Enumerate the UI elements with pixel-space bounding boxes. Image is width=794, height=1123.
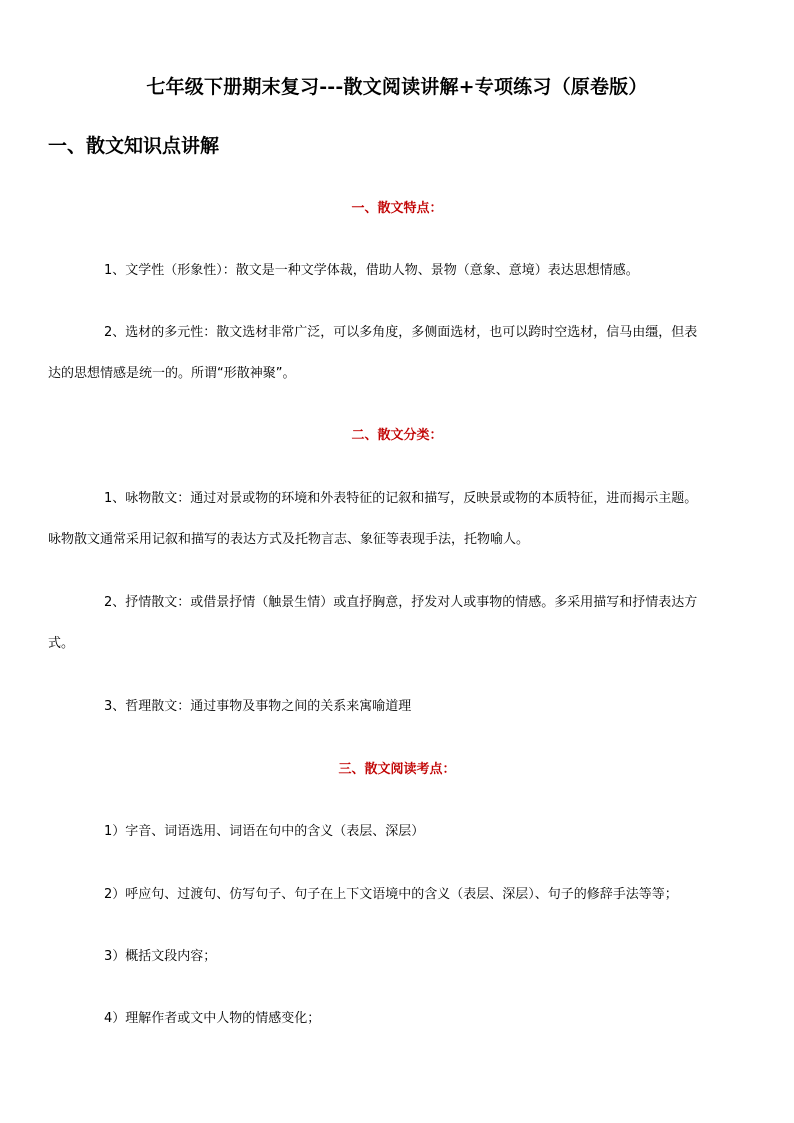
section-heading-exam-points: 三、散文阅读考点： bbox=[338, 762, 456, 777]
paragraph-line: 式。 bbox=[48, 636, 75, 651]
section-heading-features: 一、散文特点： bbox=[351, 201, 443, 216]
list-item: 2）呼应句、过渡句、仿写句子、句子在上下文语境中的含义（表层、深层）、句子的修辞手法等等； bbox=[104, 887, 678, 902]
paragraph-line: 1、咏物散文：通过对景或物的环境和外表特征的记叙和描写，反映景或物的本质特征，进而揭示主题。 bbox=[104, 491, 698, 506]
paragraph-line: 1、文学性（形象性）：散文是一种文学体裁，借助人物、景物（意象、意境）表达思想情感。 bbox=[104, 263, 639, 278]
list-item: 4）理解作者或文中人物的情感变化； bbox=[104, 1011, 321, 1026]
list-item: 3）概括文段内容； bbox=[104, 949, 217, 964]
paragraph-line: 咏物散文通常采用记叙和描写的表达方式及托物言志、象征等表现手法，托物喻人。 bbox=[48, 532, 530, 547]
paragraph-line: 3、哲理散文：通过事物及事物之间的关系来寓喻道理 bbox=[104, 699, 412, 714]
section-heading-categories: 二、散文分类： bbox=[351, 428, 443, 443]
paragraph-line: 2、选材的多元性：散文选材非常广泛，可以多角度，多侧面选材，也可以跨时空选材，信马由缰，但表 bbox=[104, 325, 698, 340]
document-title: 七年级下册期末复习---散文阅读讲解+专项练习（原卷版） bbox=[146, 76, 648, 98]
paragraph-line: 达的思想情感是统一的。所谓“形散神聚”。 bbox=[48, 366, 296, 381]
list-item: 1）字音、词语选用、词语在句中的含义（表层、深层） bbox=[104, 824, 425, 839]
paragraph-line: 2、抒情散文：或借景抒情（触景生情）或直抒胸意，抒发对人或事物的情感。多采用描写和抒情表达方 bbox=[104, 595, 698, 610]
part-heading: 一、散文知识点讲解 bbox=[48, 135, 220, 157]
